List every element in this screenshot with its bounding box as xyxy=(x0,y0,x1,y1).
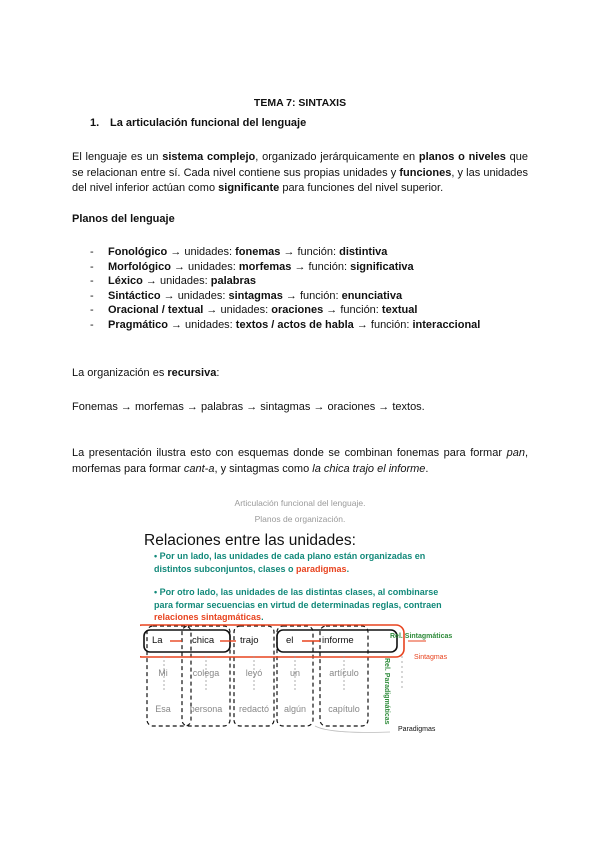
figure-caption: Articulación funcional del lenguaje. xyxy=(234,498,366,508)
paradigm-item: un xyxy=(289,668,300,678)
figure-title: Relaciones entre las unidades: xyxy=(144,532,356,549)
list-item: - Sintáctico → unidades: sintagmas → función: enunciativa xyxy=(90,289,480,304)
presentation-paragraph: La presentación ilustra esto con esquemas donde se combinan fonemas para formar pan, morfemas para formar cant-a, y sintagmas como la chica trajo el informe. xyxy=(72,447,528,475)
syntagm-word: el xyxy=(286,635,294,646)
label-paradigmas: Paradigmas xyxy=(398,726,436,733)
list-item: - Fonológico → unidades: fonemas → función: distintiva xyxy=(90,245,480,260)
paradigm-item: artículo xyxy=(329,668,359,678)
syntagm-word: chica xyxy=(192,635,215,646)
section-heading xyxy=(90,117,306,129)
intro-paragraph: El lenguaje es un sistema complejo, organizado jerárquicamente en planos o niveles que se relacionan entre sí. Cada nivel contiene sus propias unidades y funciones, y las unidades del nivel inferior actúan como significante para funciones del nivel superior. xyxy=(72,151,529,194)
planes-list xyxy=(90,245,480,332)
slide-figure xyxy=(140,496,460,741)
list-item: - Oracional / textual → unidades: oraciones → función: textual xyxy=(90,303,480,318)
figure-bullet: • Por un lado, las unidades de cada plano están organizadas en distintos subconjuntos, clases o paradigmas. xyxy=(154,551,426,574)
figure-bullet: • Por otro lado, las unidades de las distintas clases, al combinarse para formar secuencias en virtud de determinadas reglas, contraen relaciones sintagmáticas. xyxy=(154,587,442,622)
syntagm-word: informe xyxy=(322,635,354,646)
label-sintagmas: Sintagmas xyxy=(414,654,448,661)
list-item: - Pragmático → unidades: textos / actos de habla → función: interaccional xyxy=(90,318,480,333)
label-rel-paradigmaticas: Rel. Paradigmáticas xyxy=(383,658,390,725)
paradigm-item: leyó xyxy=(245,668,263,678)
paradigm-item: persona xyxy=(189,704,223,714)
paradigm-item: capítulo xyxy=(328,704,360,714)
document-title: TEMA 7: SINTAXIS xyxy=(253,97,347,109)
paradigm-connector xyxy=(315,726,390,732)
list-item: - Morfológico → unidades: morfemas → función: significativa xyxy=(90,260,480,275)
figure-subcaption: Planos de organización. xyxy=(254,514,346,524)
paradigm-item: Esa xyxy=(155,704,171,714)
paradigm-item: Mi xyxy=(158,668,168,678)
label-rel-sintagmaticas: Rel. Sintagmáticas xyxy=(390,633,453,640)
syntagm-word: trajo xyxy=(240,635,259,646)
section-label: La articulación funcional del lenguaje xyxy=(110,117,307,129)
recursive-paragraph: La organización es recursiva: xyxy=(72,367,220,379)
chain-paragraph: Fonemas → morfemas → palabras → sintagmas → oraciones → textos. xyxy=(72,401,425,413)
paradigm-item: colega xyxy=(192,668,220,678)
planos-heading: Planos del lenguaje xyxy=(72,213,175,225)
syntagm-word: La xyxy=(152,635,163,646)
paradigm-item: algún xyxy=(283,704,307,714)
list-item: - Léxico → unidades: palabras xyxy=(90,274,480,289)
paradigm-item: redactó xyxy=(238,704,270,714)
section-number: 1. xyxy=(90,117,100,129)
